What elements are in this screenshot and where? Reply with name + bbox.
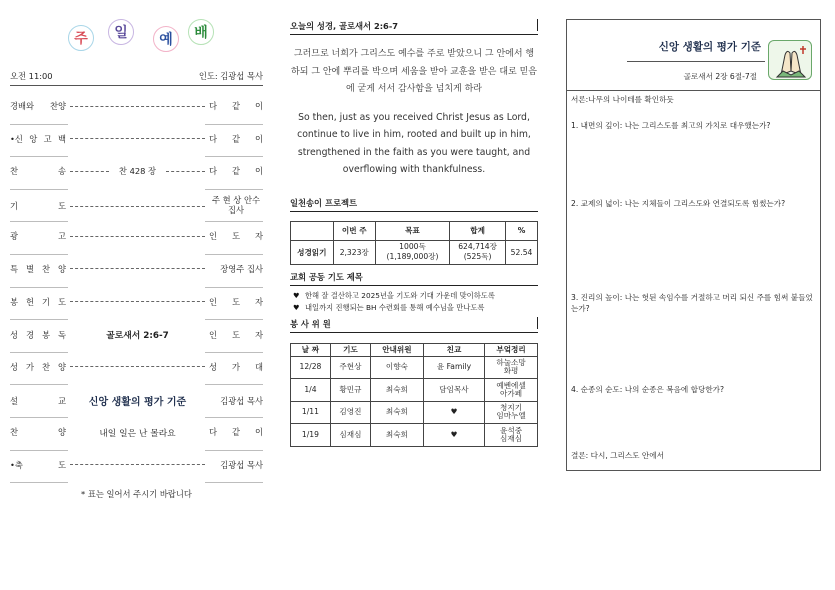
team-usher: 최숙희 (370, 401, 423, 424)
team-usher: 이향숙 (370, 356, 423, 379)
item-who: 주 현 상 안수집사 (212, 194, 260, 215)
project-col-percent: % (506, 221, 538, 240)
worship-item (10, 354, 263, 387)
project-total (450, 240, 506, 264)
team-fellowship: ♥ (423, 401, 484, 424)
worship-item (10, 386, 263, 419)
sermon-reference: 골로새서 2장 6절-7절 (683, 72, 757, 81)
heart-icon: ♥ (293, 290, 300, 300)
item-name: 성 경 봉 독 (10, 329, 66, 340)
team-kitchen: 하눌소망 화평 (485, 356, 538, 379)
project-percent: 52.54 (506, 240, 538, 264)
item-name: 기 도 (10, 201, 66, 212)
item-who: 인 도 자 (209, 231, 263, 242)
announcements-column (290, 20, 538, 447)
project-this-week: 2,323장 (333, 240, 375, 264)
team-date: 1/4 (291, 379, 331, 402)
team-col-usher: 안내위원 (370, 343, 423, 356)
item-name: 설 교 (10, 395, 66, 406)
title-char-2: 일 (108, 19, 134, 45)
scripture-korean: 그러므로 너희가 그리스도 예수를 주로 받았으니 그 안에서 행하되 그 안에 뿌리를 박으며 세움을 받아 교훈을 받은 대로 믿음에 굳게 서서 감사함을 넘치게 하라 (291, 49, 537, 94)
sermon-title: 신앙 생활의 평가 기준 (658, 41, 761, 53)
item-who: 인 도 자 (209, 329, 263, 340)
project-table (290, 221, 538, 265)
worship-item (10, 223, 263, 256)
team-kitchen: 윤석중 심재심 (485, 424, 538, 447)
project-goal-line1: 1000독 (399, 242, 426, 251)
sermon-intro: 서론:나무의 나이테를 확인하듯 (571, 95, 674, 104)
service-time: 오전 11:00 (10, 71, 53, 81)
standing-note: * 표는 일어서 주시기 바랍니다 (81, 489, 192, 500)
item-name: 성 가 찬 양 (10, 361, 66, 372)
title-char-4: 배 (188, 19, 214, 45)
scripture-english: So then, just as you received Christ Jesus as Lord, continue to live in him, rooted and built up in him, strengthened in the faith as you were taught, and overflowing with thankfulness. (297, 111, 531, 175)
team-prayer: 김영진 (330, 401, 370, 424)
worship-item (10, 158, 263, 191)
sermon-point-2: 2. 교제의 넓이: 나는 지체들이 그리스도와 연결되도록 힘썼는가? (571, 199, 786, 208)
sermon-point-4: 4. 순종의 순도: 나의 순종은 복음에 합당한가? (571, 385, 725, 394)
sermon-notes (566, 19, 821, 471)
hymn-number: 찬 428 장 (118, 166, 157, 177)
project-col-this-week: 이번 주 (333, 221, 375, 240)
scripture-heading: 오늘의 성경, 골로새서 2:6-7 (290, 20, 538, 35)
table-row (291, 424, 538, 447)
worship-item (10, 419, 263, 452)
worship-items (10, 93, 263, 484)
team-fellowship: 담임목사 (423, 379, 484, 402)
sermon-header (567, 20, 820, 91)
team-kitchen: 예벤에셀 아가페 (485, 379, 538, 402)
prayer-heading: 교회 공동 기도 제목 (290, 271, 538, 286)
project-total-line1: 624,714장 (458, 242, 497, 251)
project-row-label: 성경읽기 (291, 240, 334, 264)
worship-item (10, 126, 263, 159)
title-char-1: 주 (68, 25, 94, 51)
team-fellowship: ♥ (423, 424, 484, 447)
service-info (10, 70, 263, 86)
order-of-worship (10, 18, 263, 500)
item-name: 봉 헌 기 도 (10, 296, 66, 307)
item-name: 광 고 (10, 231, 66, 242)
song-title: 내일 일은 난 몰라요 (99, 428, 176, 439)
team-prayer: 주현상 (330, 356, 370, 379)
divider (627, 61, 765, 62)
team-date: 1/11 (291, 401, 331, 424)
item-name: 찬 송 (10, 166, 66, 177)
item-who: 장영주 집사 (220, 263, 263, 274)
title-char-3: 예 (153, 26, 179, 52)
item-who: 인 도 자 (209, 296, 263, 307)
team-col-fellowship: 친교 (423, 343, 484, 356)
project-total-line2: (525독) (463, 252, 492, 261)
team-kitchen: 청지기 임마누엘 (485, 401, 538, 424)
item-who: 다 같 이 (209, 166, 263, 177)
prayer-item: ♥ 한해 잘 결산하고 2025년을 기도와 기대 가운데 맞이하도록 (293, 290, 495, 300)
sermon-point-3: 3. 진리의 높이: 나는 헛된 속임수를 거절하고 머리 되신 주를 힘써 붙들었는가? (571, 293, 813, 313)
item-who: 김광섭 목사 (220, 459, 263, 470)
scripture-reading: 골로새서 2:6-7 (106, 331, 169, 342)
team-col-date: 날 짜 (291, 343, 331, 356)
project-heading: 일천송이 프로젝트 (290, 197, 538, 212)
item-who: 성 가 대 (209, 361, 263, 372)
team-date: 1/19 (291, 424, 331, 447)
item-name: 찬 양 (10, 427, 66, 438)
project-col-goal: 목표 (375, 221, 449, 240)
project-goal-line2: (1,189,000장) (386, 252, 439, 261)
table-row (291, 379, 538, 402)
worship-item (10, 93, 263, 126)
project-col-total: 합계 (450, 221, 506, 240)
heart-icon: ♥ (293, 302, 300, 312)
prayer-item: ♥ 내일까지 진행되는 BH 수련회를 통해 예수님을 만나도록 (293, 302, 485, 312)
worship-item (10, 256, 263, 289)
team-table (290, 343, 538, 447)
worship-title (10, 18, 263, 60)
worship-item (10, 289, 263, 322)
team-fellowship: 윤 Family (423, 356, 484, 379)
item-name: 경배와 찬양 (10, 101, 66, 111)
prayer-list (290, 290, 538, 314)
team-date: 12/28 (291, 356, 331, 379)
praying-hands-icon (768, 40, 812, 80)
item-who: 다 같 이 (209, 133, 263, 144)
table-row (291, 401, 538, 424)
item-name: 특 별 찬 양 (10, 263, 66, 274)
team-prayer: 황민규 (330, 379, 370, 402)
worship-item (10, 452, 263, 485)
sermon-conclusion: 결론: 다시, 그리스도 안에서 (571, 451, 664, 460)
item-name: •신 앙 고 백 (10, 133, 66, 144)
project-goal (375, 240, 449, 264)
item-who: 김광섭 목사 (220, 395, 263, 406)
item-name: •축 도 (10, 459, 66, 470)
worship-item (10, 321, 263, 354)
team-heading: 봉 사 위 원 (290, 318, 538, 333)
team-usher: 최숙희 (370, 424, 423, 447)
project-col-blank (291, 221, 334, 240)
sermon-title: 신앙 생활의 평가 기준 (88, 397, 187, 409)
team-usher: 최숙희 (370, 379, 423, 402)
team-prayer: 심재심 (330, 424, 370, 447)
table-row (291, 356, 538, 379)
team-col-prayer: 기도 (330, 343, 370, 356)
item-who: 다 같 이 (209, 427, 263, 438)
item-who: 다 같 이 (209, 101, 263, 111)
worship-item (10, 191, 263, 224)
sermon-point-1: 1. 내면의 깊이: 나는 그리스도를 최고의 가치로 대우했는가? (571, 121, 771, 130)
service-leader: 인도: 김광섭 목사 (198, 71, 263, 81)
team-col-kitchen: 부엌정리 (485, 343, 538, 356)
